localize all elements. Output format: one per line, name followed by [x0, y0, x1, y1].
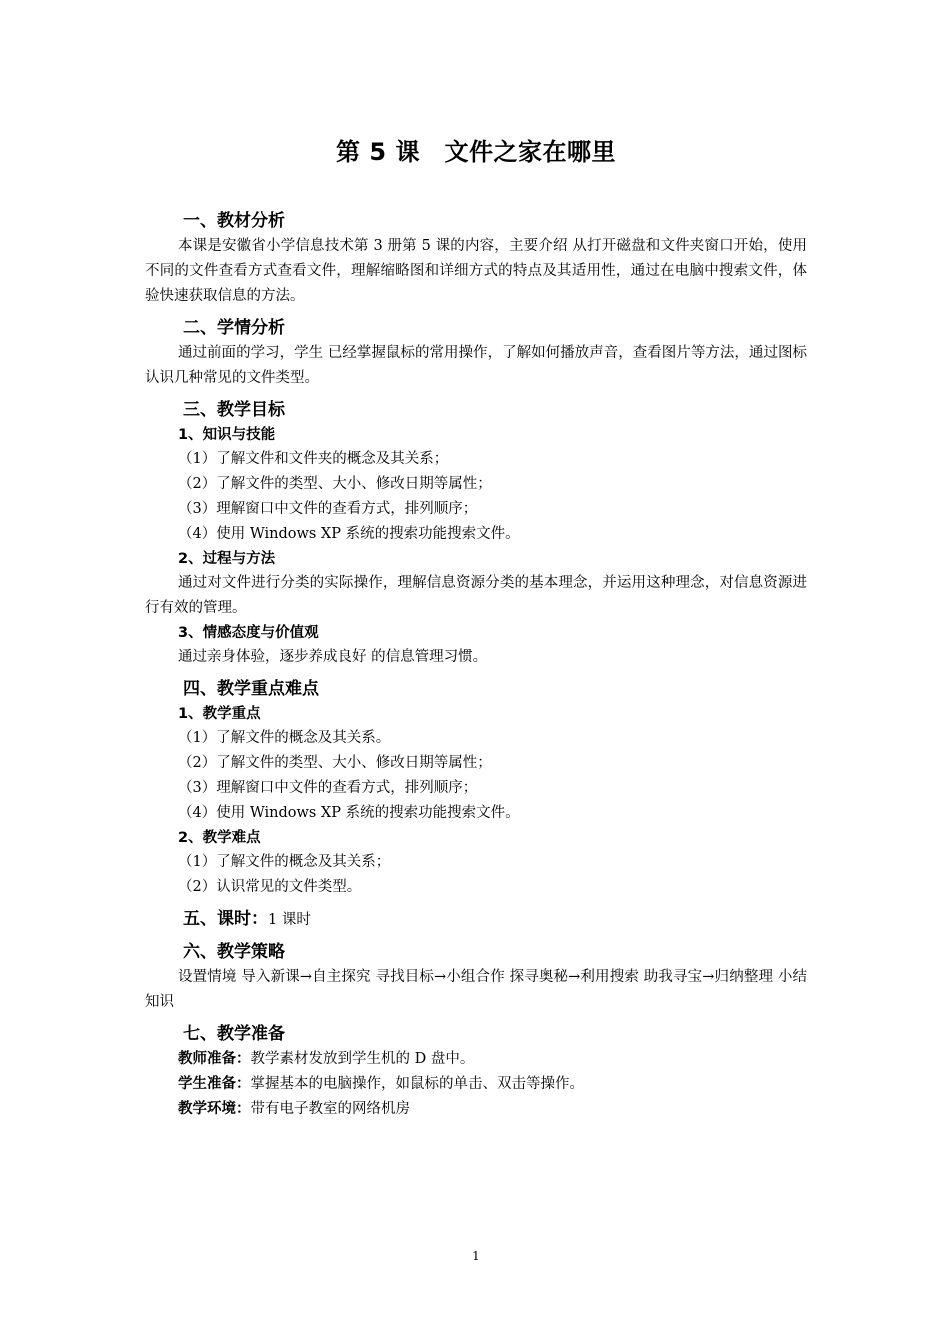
list-item: （1）了解文件和文件夹的概念及其关系；: [178, 451, 449, 467]
subheading-attitude-values: 3、情感态度与价值观: [178, 625, 319, 641]
list-item: （1）了解文件的概念及其关系；: [178, 854, 391, 870]
textbook-analysis-paragraph: 本课是安徽省小学信息技术第 3 册第 5 课的内容，主要介绍 从打开磁盘和文件夹窗口开始，使用不同的文件查看方式查看文件，理解缩略图和详细方式的特点及其适用性，通过在电脑中搜索文件，体验快速获取信息的方法。: [145, 238, 807, 304]
student-preparation: [145, 1072, 807, 1097]
student-preparation-label: 学生准备：: [178, 1076, 251, 1092]
subheading-difficult-points: 2、教学难点: [178, 830, 261, 846]
section-heading-teaching-goals: 三、教学目标: [183, 400, 285, 420]
section-heading-key-difficult-points: 四、教学重点难点: [183, 679, 319, 699]
teaching-environment: [145, 1097, 807, 1122]
process-methods-paragraph: 通过对文件进行分类的实际操作，理解信息资源分类的基本理念，并运用这种理念，对信息资源进行有效的管理。: [145, 575, 807, 616]
teacher-preparation: [145, 1047, 807, 1072]
teaching-environment-label: 教学环境：: [178, 1101, 251, 1117]
section-heading-teaching-strategy: 六、教学策略: [183, 942, 285, 962]
student-analysis-paragraph: 通过前面的学习，学生 已经掌握鼠标的常用操作，了解如何播放声音，查看图片等方法，通过图标认识几种常见的文件类型。: [145, 345, 807, 386]
subheading-knowledge-skills: 1、知识与技能: [178, 427, 276, 443]
list-item: （2）认识常见的文件类型。: [178, 879, 362, 895]
list-item: （3）理解窗口中文件的查看方式，排列顺序；: [178, 501, 478, 517]
class-hours-value: 1 课时: [268, 912, 311, 928]
list-item: （2）了解文件的类型、大小、修改日期等属性；: [178, 476, 492, 492]
section-heading-teaching-preparation: 七、教学准备: [183, 1024, 285, 1044]
document-title: 第 5 课 文件之家在哪里: [336, 138, 616, 166]
list-item: （4）使用 Windows XP 系统的搜索功能搜索文件。: [178, 805, 520, 821]
teaching-environment-text: 带有电子教室的网络机房: [250, 1101, 410, 1117]
teaching-strategy-paragraph: 设置情境 导入新课→自主探究 寻找目标→小组合作 探寻奥秘→利用搜索 助我寻宝→归纳整理 小结知识: [145, 969, 807, 1010]
list-item: （4）使用 Windows XP 系统的搜索功能搜索文件。: [178, 526, 520, 542]
section-class-hours: [145, 906, 807, 933]
subheading-key-points: 1、教学重点: [178, 706, 261, 722]
attitude-values-paragraph: 通过亲身体验，逐步养成良好 的信息管理习惯。: [178, 649, 488, 665]
student-preparation-text: 掌握基本的电脑操作，如鼠标的单击、双击等操作。: [250, 1076, 584, 1092]
document-body: [145, 208, 807, 1122]
section-heading-textbook-analysis: 一、教材分析: [183, 211, 285, 231]
subheading-process-methods: 2、过程与方法: [178, 551, 276, 567]
teacher-preparation-text: 教学素材发放到学生机的 D 盘中。: [250, 1051, 475, 1067]
section-heading-student-analysis: 二、学情分析: [183, 318, 285, 338]
page-number: 1: [472, 1249, 480, 1263]
document-page: [145, 0, 807, 1344]
section-heading-class-hours: 五、课时：: [183, 909, 268, 929]
teacher-preparation-label: 教师准备：: [178, 1051, 251, 1067]
list-item: （2）了解文件的类型、大小、修改日期等属性；: [178, 755, 492, 771]
list-item: （1）了解文件的概念及其关系。: [178, 730, 391, 746]
list-item: （3）理解窗口中文件的查看方式，排列顺序；: [178, 780, 478, 796]
